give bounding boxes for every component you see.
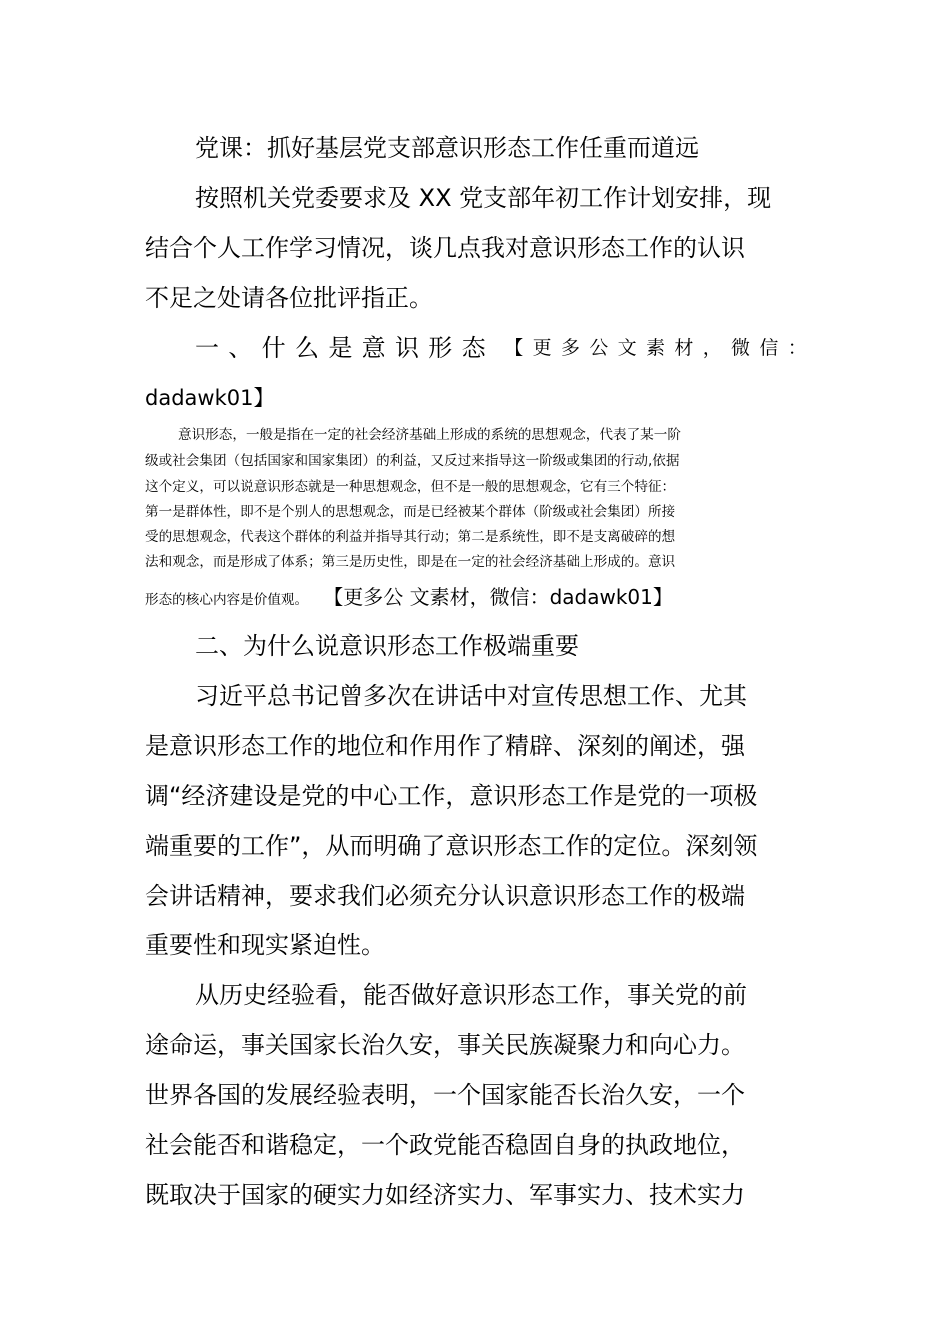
section1-heading-char: 素 (646, 337, 666, 359)
section1-body-line-5: 受的思想观念，代表这个群体的利益并指导其行动；第二是系统性，即不是支离破碎的想 (145, 529, 676, 545)
section1-heading-char: 识 (394, 334, 419, 362)
section2-para2-line-3: 世界各国的发展经验表明，一个国家能否长治久安，一个 (145, 1081, 745, 1109)
section1-heading-char: 形 (428, 334, 453, 362)
section2-para1-line-4: 端重要的工作”，从而明确了意识形态工作的定位。深刻领 (145, 832, 758, 860)
section1-heading-char: 微 (731, 337, 751, 359)
section1-body-line-4: 第一是群体性，即不是个别人的思想观念，而是已经被某个群体（阶级或社会集团）所接 (145, 504, 676, 520)
section1-heading-char: 信 (759, 337, 779, 359)
section1-body-line-1: 意识形态，一般是指在一定的社会经济基础上形成的系统的思想观念，代表了某一阶 (178, 427, 681, 443)
section1-body-line-3: 这个定义，可以说意识形态就是一种思想观念，但不是一般的思想观念，它有三个特征： (145, 479, 676, 495)
section1-heading-char: 态 (461, 334, 486, 362)
section1-heading-char: 文 (617, 337, 637, 359)
section1-heading-char: 多 (560, 337, 580, 359)
section1-last-line-big: 【更多公 文素材，微信：dadawk01】 (323, 585, 673, 609)
section1-heading-char: 公 (589, 337, 609, 359)
section2-para2-line-2: 途命运，事关国家长治久安，事关民族凝聚力和向心力。 (145, 1031, 745, 1059)
section2-para1-line-1: 习近平总书记曾多次在讲话中对宣传思想工作、尤其 (195, 682, 747, 710)
section2-para1-line-2: 是意识形态工作的地位和作用作了精辟、深刻的阐述，强 (145, 732, 745, 760)
section1-heading-tail: dadawk01】 (145, 386, 275, 410)
section2-heading: 二、为什么说意识形态工作极端重要 (195, 632, 579, 660)
section1-heading-char: ， (702, 337, 722, 359)
document-title: 党课：抓好基层党支部意识形态工作任重而道远 (195, 134, 699, 162)
section1-heading-char: 更 (532, 337, 552, 359)
intro-line-3: 不足之处请各位批评指正。 (145, 284, 433, 312)
section2-para1-line-5: 会讲话精神，要求我们必须充分认识意识形态工作的极端 (145, 882, 745, 910)
intro-line-1: 按照机关党委要求及 XX 党支部年初工作计划安排，现 (195, 184, 772, 212)
section1-heading-char: 么 (294, 334, 319, 362)
section2-para1-line-3: 调“经济建设是党的中心工作，意识形态工作是党的一项极 (145, 782, 758, 810)
section1-last-line-small: 形态的核心内容是价值观。 (145, 592, 309, 608)
section2-para2-line-4: 社会能否和谐稳定，一个政党能否稳固自身的执政地位， (145, 1131, 745, 1159)
section1-body-line-6: 法和观念，而是形成了体系；第三是历史性，即是在一定的社会经济基础上形成的。意识 (145, 554, 676, 570)
section2-para2-line-1: 从历史经验看，能否做好意识形态工作，事关党的前 (195, 981, 747, 1009)
section1-heading-char: 材 (674, 337, 694, 359)
section1-last-line (145, 582, 807, 612)
section2-para1-line-6: 重要性和现实紧迫性。 (145, 931, 385, 959)
section1-heading-char: 、 (228, 334, 253, 362)
intro-line-2: 结合个人工作学习情况，谈几点我对意识形态工作的认识 (145, 234, 745, 262)
section1-heading (195, 333, 807, 363)
section1-body-line-2: 级或社会集团（包括国家和国家集团）的利益，又反过来指导这一阶级或集团的行动,依据 (145, 453, 680, 469)
section1-heading-char: ： (787, 337, 807, 359)
section1-heading-char: 【 (504, 337, 524, 359)
section2-para2-line-5: 既取决于国家的硬实力如经济实力、军事实力、技术实力 (145, 1181, 745, 1209)
section1-heading-char: 什 (261, 334, 286, 362)
section1-heading-char: 意 (361, 334, 386, 362)
section1-heading-char: 是 (328, 334, 353, 362)
section1-heading-char: 一 (195, 334, 219, 362)
